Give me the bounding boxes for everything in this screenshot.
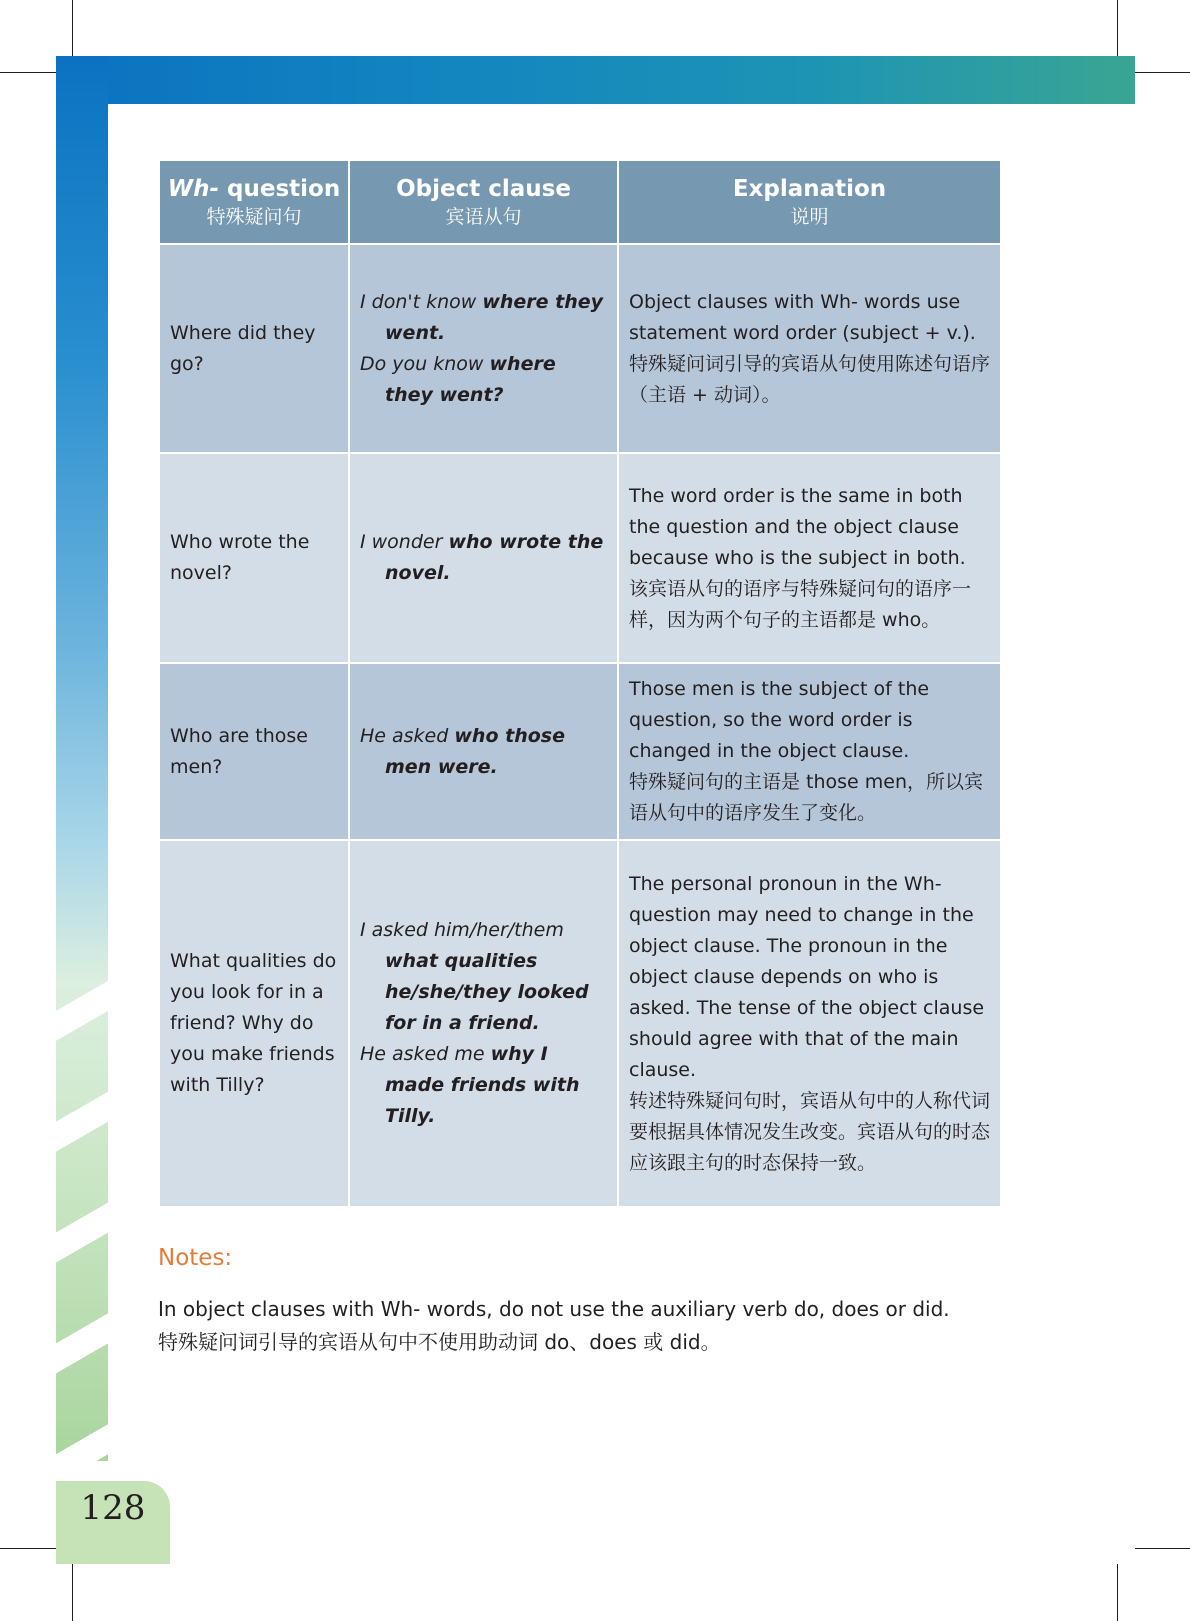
clause-lead: I wonder [360,531,449,553]
header-zh: 特殊疑问句 [206,206,302,228]
page-number: 128 [80,1488,146,1528]
clause-line [360,287,607,349]
table-header-row [159,160,1001,244]
crop-mark [1117,1564,1118,1621]
header-explanation [618,160,1001,244]
table-row [159,453,1001,663]
explanation-en: The word order is the same in both the question and the object clause because who is the subject in both. [629,484,966,569]
clause-bold: what qualities he/she/they looked for in a friend. [385,950,589,1034]
question-cell: Who are those men? [159,663,349,840]
clause-bold: who wrote the novel. [385,531,604,584]
explanation-cell [618,453,1001,663]
crop-mark [1135,72,1190,73]
header-zh: 说明 [790,206,829,228]
clause-lead: I asked him/her/them [360,919,564,941]
question-cell: Where did they go? [159,244,349,453]
side-stripes [56,930,108,1461]
explanation-zh: 特殊疑问词引导的宾语从句使用陈述句语序（主语 + 动词）。 [629,352,991,406]
crop-mark [1135,1548,1190,1549]
explanation-zh: 转述特殊疑问句时，宾语从句中的人称代词要根据具体情况发生改变。宾语从句的时态应该跟主句的时态保持一致。 [629,1089,991,1174]
header-en: Explanation [732,176,887,202]
explanation-cell [618,244,1001,453]
clause-line [360,1039,607,1132]
question-cell: What qualities do you look for in a friend? Why do you make friends with Tilly? [159,840,349,1207]
crop-mark [0,1548,56,1549]
notes-body [158,1293,1038,1359]
header-wh-prefix: Wh- [167,176,220,202]
clause-cell [349,453,618,663]
clause-cell [349,244,618,453]
explanation-cell [618,840,1001,1207]
clause-lead: Do you know [360,352,490,375]
header-en: question [219,176,341,202]
notes-title: Notes: [158,1245,233,1271]
clause-cell [349,840,618,1207]
explanation-zh: 特殊疑问句的主语是 those men，所以宾语从句中的语序发生了变化。 [629,771,984,824]
top-color-band [56,56,1135,104]
clause-line [360,721,607,783]
clause-lead: I don't know [360,290,483,313]
header-object-clause [349,160,618,244]
clause-lead: He asked me [360,1043,491,1065]
explanation-cell [618,663,1001,840]
crop-mark [1117,0,1118,56]
notes-line-zh: 特殊疑问词引导的宾语从句中不使用助动词 do、does 或 did。 [158,1330,721,1354]
header-wh-question [159,160,349,244]
table-row [159,663,1001,840]
explanation-zh: 该宾语从句的语序与特殊疑问句的语序一样，因为两个句子的主语都是 who。 [629,577,972,631]
explanation-en: Object clauses with Wh- words use statement word order (subject + v.). [629,290,976,344]
notes-line-en: In object clauses with Wh- words, do not use the auxiliary verb do, does or did. [158,1297,950,1321]
crop-mark [72,0,73,56]
clause-bold: who those men were. [385,724,565,778]
clause-bold: why I made friends with Tilly. [385,1043,580,1127]
clause-lead: He asked [360,724,455,747]
grammar-table [158,159,1002,1208]
explanation-en: The personal pronoun in the Wh- question may need to change in the object clause. The pronoun in the object clause depends on who is asked. The tense of the object clause should agree with that of the main clause. [629,872,985,1081]
clause-cell [349,663,618,840]
crop-mark [72,1564,73,1621]
clause-bold: where they went? [385,352,556,406]
table-row [159,840,1001,1207]
crop-mark [0,72,56,73]
header-en: Object clause [396,176,571,202]
clause-line [360,915,607,1039]
clause-line [360,527,607,589]
explanation-en: Those men is the subject of the question, so the word order is changed in the object clause. [629,678,930,762]
header-zh: 宾语从句 [445,206,522,228]
table-row [159,244,1001,453]
clause-line [360,349,607,411]
clause-bold: where they went. [385,290,604,344]
question-cell: Who wrote the novel? [159,453,349,663]
